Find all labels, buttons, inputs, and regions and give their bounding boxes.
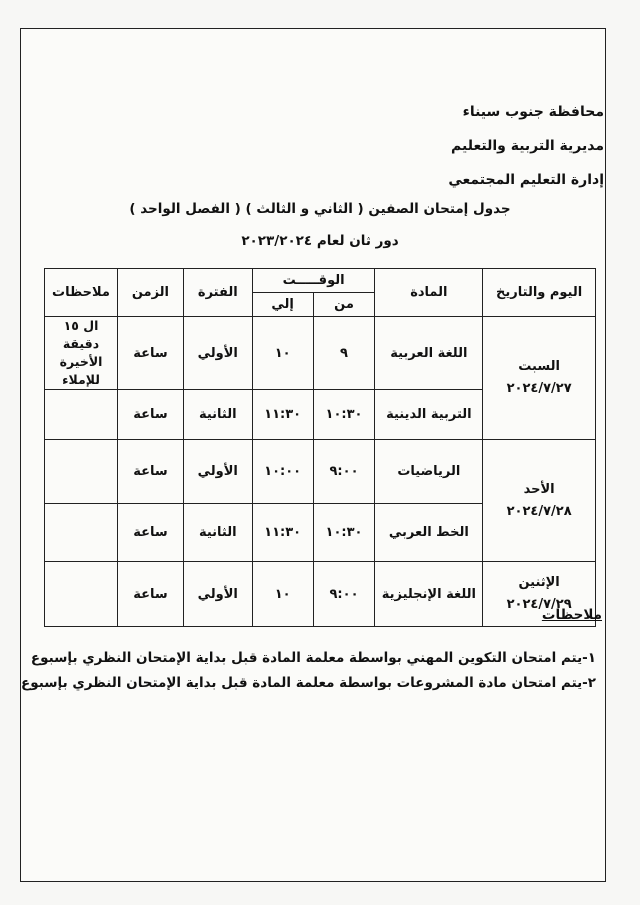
period-cell: الأولي: [183, 562, 252, 627]
subject-cell: الرياضيات: [375, 440, 483, 504]
day-name: السبت: [518, 359, 560, 374]
document-subtitle: دور ثان لعام ٢٠٢٣/٢٠٢٤: [241, 233, 399, 249]
to-cell: ١١:٣٠: [252, 504, 313, 562]
exam-date: ٢٠٢٤/٧/٢٧: [506, 381, 572, 396]
subject-cell: التربية الدينية: [375, 390, 483, 440]
duration-cell: ساعة: [117, 504, 183, 562]
header-time: الوقـــــت: [252, 269, 375, 293]
document-header: [448, 95, 604, 197]
header-to: إلي: [252, 293, 313, 317]
to-cell: ١٠:٠٠: [252, 440, 313, 504]
exam-schedule-table: [44, 268, 596, 627]
day-name: الأحد: [523, 481, 555, 497]
table-row: [45, 317, 596, 390]
note-cell: [45, 317, 118, 390]
from-cell: ٩: [313, 317, 375, 390]
note-text-line: ال ١٥ دقيقة: [62, 318, 100, 351]
subject-cell: اللغة العربية: [375, 317, 483, 390]
from-cell: ١٠:٣٠: [313, 390, 375, 440]
duration-cell: ساعة: [117, 562, 183, 627]
from-cell: ٩:٠٠: [313, 562, 375, 627]
notes-heading: ملاحظات: [541, 607, 602, 623]
header-period: الفترة: [183, 269, 252, 317]
exam-date: ٢٠٢٤/٧/٢٩: [506, 597, 572, 612]
note-cell: [45, 440, 118, 504]
note-cell: [45, 504, 118, 562]
from-cell: ٩:٠٠: [313, 440, 375, 504]
note-item: ٢-يتم امتحان مادة المشروعات بواسطة معلمة المادة قبل بداية الإمتحان النظري بإسبوع: [21, 675, 596, 691]
governorate-name: محافظة جنوب سيناء: [462, 104, 604, 120]
directorate-name: مديرية التربية والتعليم: [451, 138, 604, 154]
note-cell: [45, 562, 118, 627]
period-cell: الثانية: [183, 390, 252, 440]
duration-cell: ساعة: [117, 440, 183, 504]
day-date-cell: [483, 440, 596, 562]
note-cell: [45, 390, 118, 440]
day-date-cell: [483, 317, 596, 440]
period-cell: الأولي: [183, 317, 252, 390]
day-name: الإثنين: [518, 575, 560, 590]
period-cell: الأولي: [183, 440, 252, 504]
note-item: ١-يتم امتحان التكوين المهني بواسطة معلمة المادة قبل بداية الإمتحان النظري بإسبوع: [30, 650, 596, 666]
table-row: [45, 562, 596, 627]
exam-date: ٢٠٢٤/٧/٢٨: [506, 503, 572, 519]
header-notes: ملاحظات: [45, 269, 118, 317]
subject-cell: الخط العربي: [375, 504, 483, 562]
duration-cell: ساعة: [117, 390, 183, 440]
to-cell: ١١:٣٠: [252, 390, 313, 440]
header-duration: الزمن: [117, 269, 183, 317]
from-cell: ١٠:٣٠: [313, 504, 375, 562]
period-cell: الثانية: [183, 504, 252, 562]
to-cell: ١٠: [252, 562, 313, 627]
header-day-date: اليوم والتاريخ: [483, 269, 596, 317]
document-title: جدول إمتحان الصفين ( الثاني و الثالث ) ( الفصل الواحد ): [129, 201, 511, 217]
table-row: [45, 440, 596, 504]
subject-cell: اللغة الإنجليزية: [375, 562, 483, 627]
to-cell: ١٠: [252, 317, 313, 390]
duration-cell: ساعة: [117, 317, 183, 390]
note-text-line: الأخيرة للإملاء: [59, 354, 103, 387]
header-from: من: [313, 293, 375, 317]
administration-name: إدارة التعليم المجتمعي: [448, 172, 604, 188]
header-subject: المادة: [375, 269, 483, 317]
